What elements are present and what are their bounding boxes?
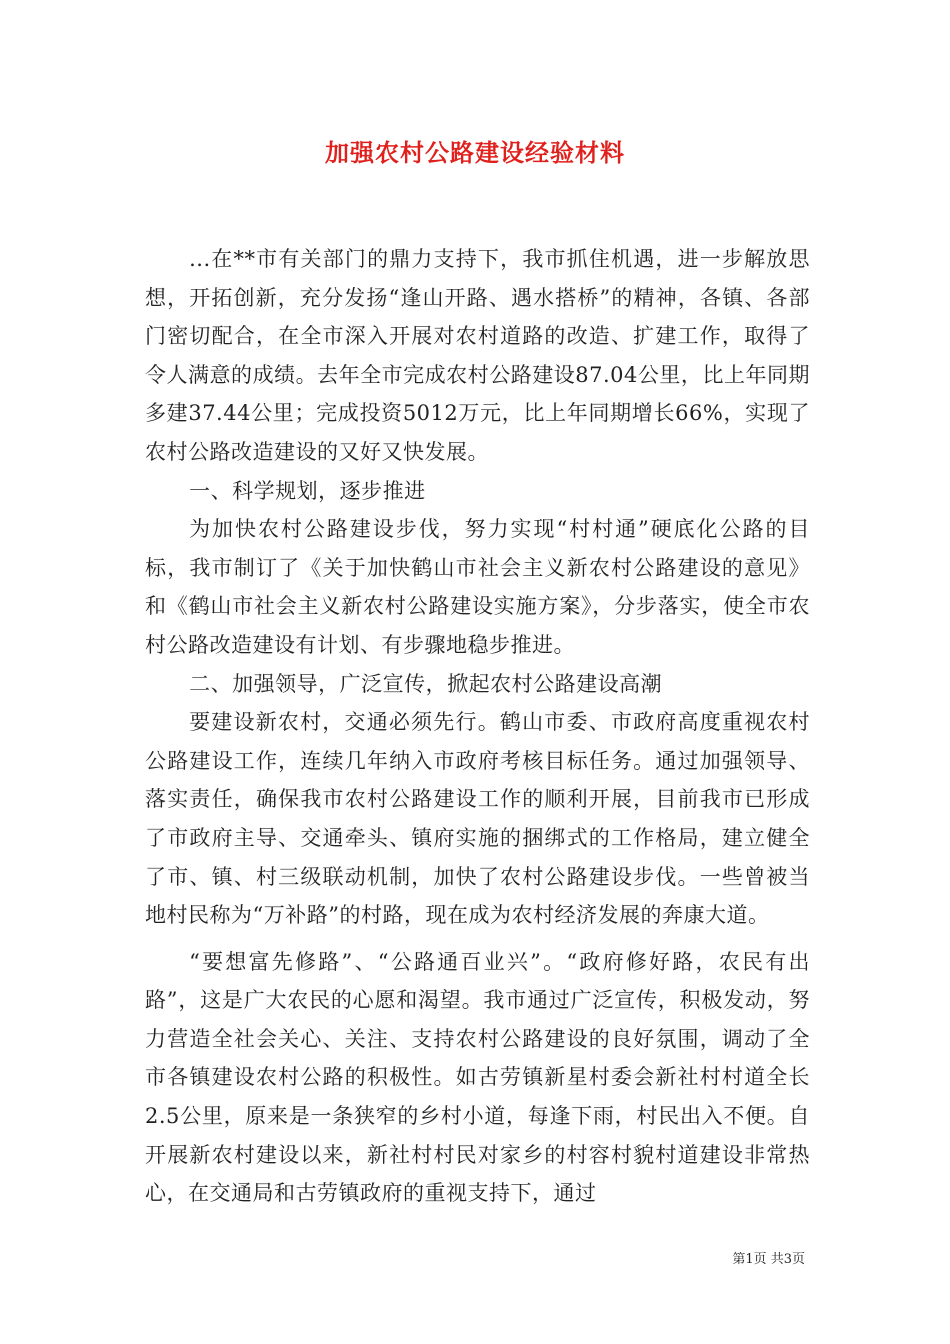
section-heading-2: 二、加强领导，广泛宣传，掀起农村公路建设高潮 [189,671,663,696]
paragraph-publicity: “要想富先修路”、“公路通百业兴”。“政府修好路，农民有出路”，这是广大农民的心愿和渴望。我市通过广泛宣传，积极发动，努力营造全社会关心、关注、支持农村公路建设的良好氛围，调动了全市各镇建设农村公路的积极性。如古劳镇新星村委会新社村村道全长2.5公里，原来是一条狭窄的乡村小道，每逢下雨，村民出入不便。自开展新农村建设以来，新社村村民对家乡的村容村貌村道建设非常热心，在交通局和古劳镇政府的重视支持下，通过 [145,949,810,1206]
paragraph-leadership: 要建设新农村，交通必须先行。鹤山市委、市政府高度重视农村公路建设工作，连续几年纳入市政府考核目标任务。通过加强领导、落实责任，确保我市农村公路建设工作的顺利开展，目前我市已形成了市政府主导、交通牵头、镇府实施的捆绑式的工作格局，建立健全了市、镇、村三级联动机制，加快了农村公路建设步伐。一些曾被当地村民称为“万补路”的村路，现在成为农村经济发展的奔康大道。 [145,710,810,928]
page-number: 第1页 共3页 [732,1252,805,1267]
document-body [145,240,810,1213]
section-heading-1: 一、科学规划，逐步推进 [189,478,426,503]
paragraph-planning: 为加快农村公路建设步伐，努力实现“村村通”硬底化公路的目标，我市制订了《关于加快鹤山市社会主义新农村公路建设的意见》和《鹤山市社会主义新农村公路建设实施方案》，分步落实，使全市农村公路改造建设有计划、有步骤地稳步推进。 [145,517,810,657]
document-title: 加强农村公路建设经验材料 [325,138,625,167]
paragraph-intro: ...在**市有关部门的鼎力支持下，我市抓住机遇，进一步解放思想，开拓创新，充分发扬“逢山开路、遇水搭桥”的精神，各镇、各部门密切配合，在全市深入开展对农村道路的改造、扩建工作，取得了令人满意的成绩。去年全市完成农村公路建设87.04公里，比上年同期多建37.44公里；完成投资5012万元，比上年同期增长66%，实现了农村公路改造建设的又好又快发展。 [145,247,810,464]
